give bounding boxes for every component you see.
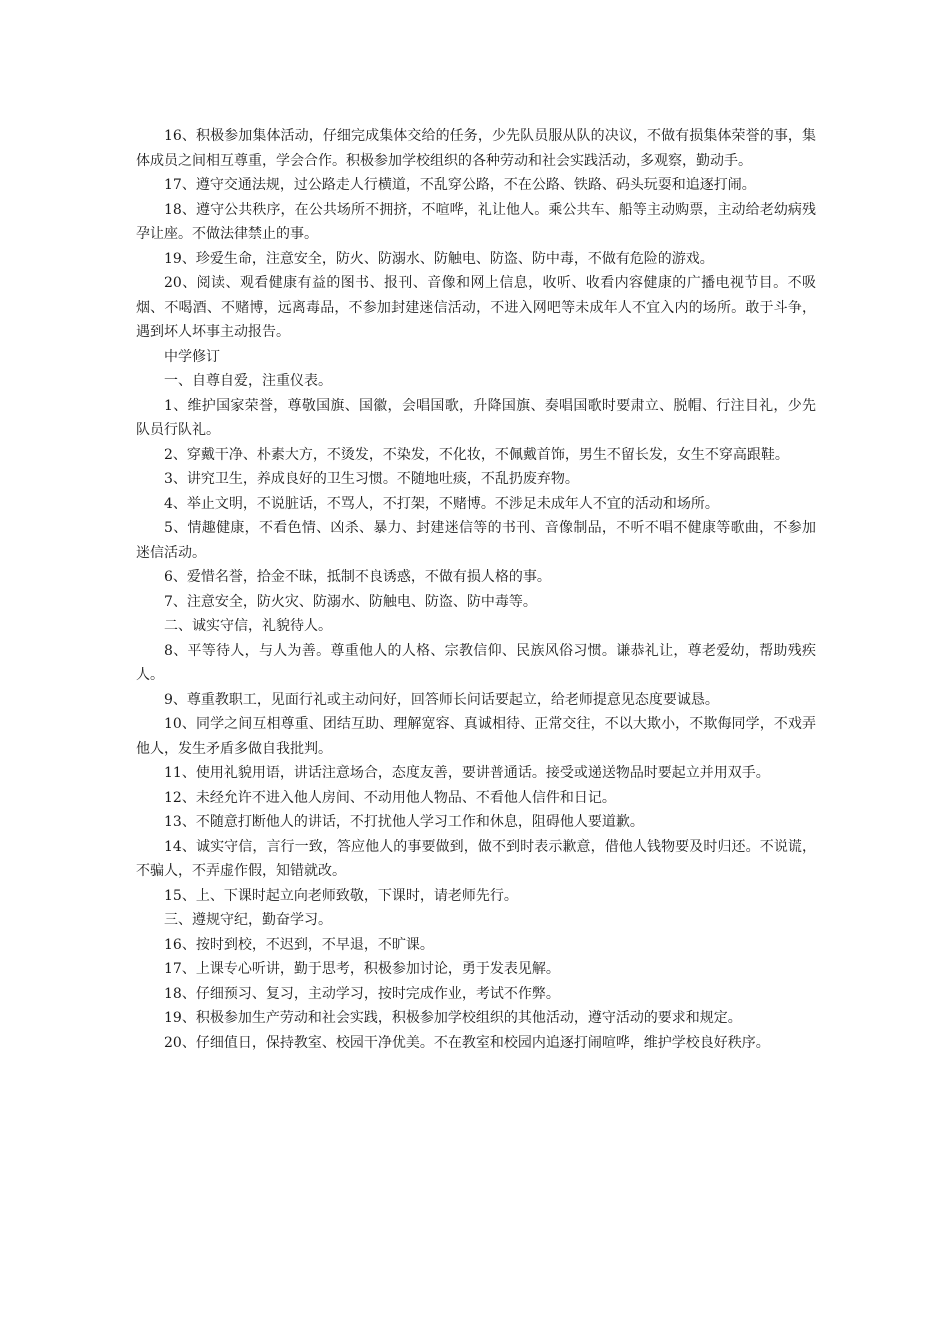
paragraph-ms-17: 17、上课专心听讲，勤于思考，积极参加讨论，勇于发表见解。 [164,961,560,977]
paragraph-ms-13: 13、不随意打断他人的讲话，不打扰他人学习工作和休息，阻碍他人要道歉。 [164,814,644,830]
paragraph-ms-14: 14、诚实守信，言行一致，答应他人的事要做到，做不到时表示歉意，借他人钱物要及时归还。不说谎，不骗人，不弄虚作假，知错就改。 [136,838,816,879]
paragraph-20-healthy-reading: 20、阅读、观看健康有益的图书、报刊、音像和网上信息，收听、收看内容健康的广播电视节目。不吸烟、不喝酒、不赌博，远离毒品，不参加封建迷信活动，不进入网吧等未成年人不宜入内的场所。敢于斗争，遇到坏人坏事主动报告。 [136,275,816,340]
paragraph-19-safety: 19、珍爱生命，注意安全，防火、防溺水、防触电、防盗、防中毒，不做有危险的游戏。 [164,250,714,267]
section-heading-middle-school: 中学修订 [164,348,220,365]
paragraph-ms-20: 20、仔细值日，保持教室、校园干净优美。不在教室和校园内追逐打闹喧哗，维护学校良好秩序。 [164,1034,770,1051]
paragraph-ms-12: 12、未经允许不进入他人房间、不动用他人物品、不看他人信件和日记。 [164,789,616,806]
paragraph-17-traffic-rules: 17、遵守交通法规，过公路走人行横道，不乱穿公路，不在公路、铁路、码头玩耍和追逐打闹。 [164,177,756,193]
paragraph-16-collective-activities: 16、积极参加集体活动，仔细完成集体交给的任务，少先队员服从队的决议，不做有损集体荣誉的事，集体成员之间相互尊重，学会合作。积极参加学校组织的各种劳动和社会实践活动，多观察，勤动手。 [136,128,816,169]
paragraph-ms-8: 8、平等待人，与人为善。尊重他人的人格、宗教信仰、民族风俗习惯。谦恭礼让，尊老爱幼，帮助残疾人。 [136,642,816,683]
paragraph-ms-6: 6、爱惜名誉，拾金不昧，抵制不良诱惑，不做有损人格的事。 [164,569,551,585]
paragraph-ms-9: 9、尊重教职工，见面行礼或主动问好，回答师长问话要起立，给老师提意见态度要诚恳。 [164,691,719,708]
document-body [136,124,816,1055]
section-heading-1: 一、自尊自爱，注重仪表。 [164,373,332,389]
section-heading-2: 二、诚实守信，礼貌待人。 [164,618,332,634]
paragraph-ms-19: 19、积极参加生产劳动和社会实践，积极参加学校组织的其他活动，遵守活动的要求和规定。 [164,1010,742,1026]
paragraph-ms-7: 7、注意安全，防火灾、防溺水、防触电、防盗、防中毒等。 [164,593,537,610]
section-heading-3: 三、遵规守纪，勤奋学习。 [164,912,332,928]
paragraph-ms-15: 15、上、下课时起立向老师致敬，下课时，请老师先行。 [164,887,518,904]
paragraph-ms-3: 3、讲究卫生，养成良好的卫生习惯。不随地吐痰，不乱扔废弃物。 [164,471,579,487]
paragraph-ms-18: 18、仔细预习、复习，主动学习，按时完成作业，考试不作弊。 [164,985,560,1002]
paragraph-18-public-order: 18、遵守公共秩序，在公共场所不拥挤，不喧哗，礼让他人。乘公共车、船等主动购票，主动给老幼病残孕让座。不做法律禁止的事。 [136,201,816,242]
paragraph-ms-11: 11、使用礼貌用语，讲话注意场合，态度友善，要讲普通话。接受或递送物品时要起立并用双手。 [164,765,770,781]
paragraph-ms-16: 16、按时到校，不迟到，不早退，不旷课。 [164,936,434,953]
paragraph-ms-1: 1、维护国家荣誉，尊敬国旗、国徽，会唱国歌，升降国旗、奏唱国歌时要肃立、脱帽、行注目礼，少先队员行队礼。 [136,397,816,438]
paragraph-ms-10: 10、同学之间互相尊重、团结互助、理解宽容、真诚相待、正常交往，不以大欺小，不欺侮同学，不戏弄他人，发生矛盾多做自我批判。 [136,716,816,757]
paragraph-ms-2: 2、穿戴干净、朴素大方，不烫发，不染发，不化妆，不佩戴首饰，男生不留长发，女生不穿高跟鞋。 [164,446,789,463]
paragraph-ms-4: 4、举止文明，不说脏话，不骂人，不打架，不赌博。不涉足未成年人不宜的活动和场所。 [164,495,719,512]
paragraph-ms-5: 5、情趣健康，不看色情、凶杀、暴力、封建迷信等的书刊、音像制品，不听不唱不健康等歌曲，不参加迷信活动。 [136,520,816,561]
